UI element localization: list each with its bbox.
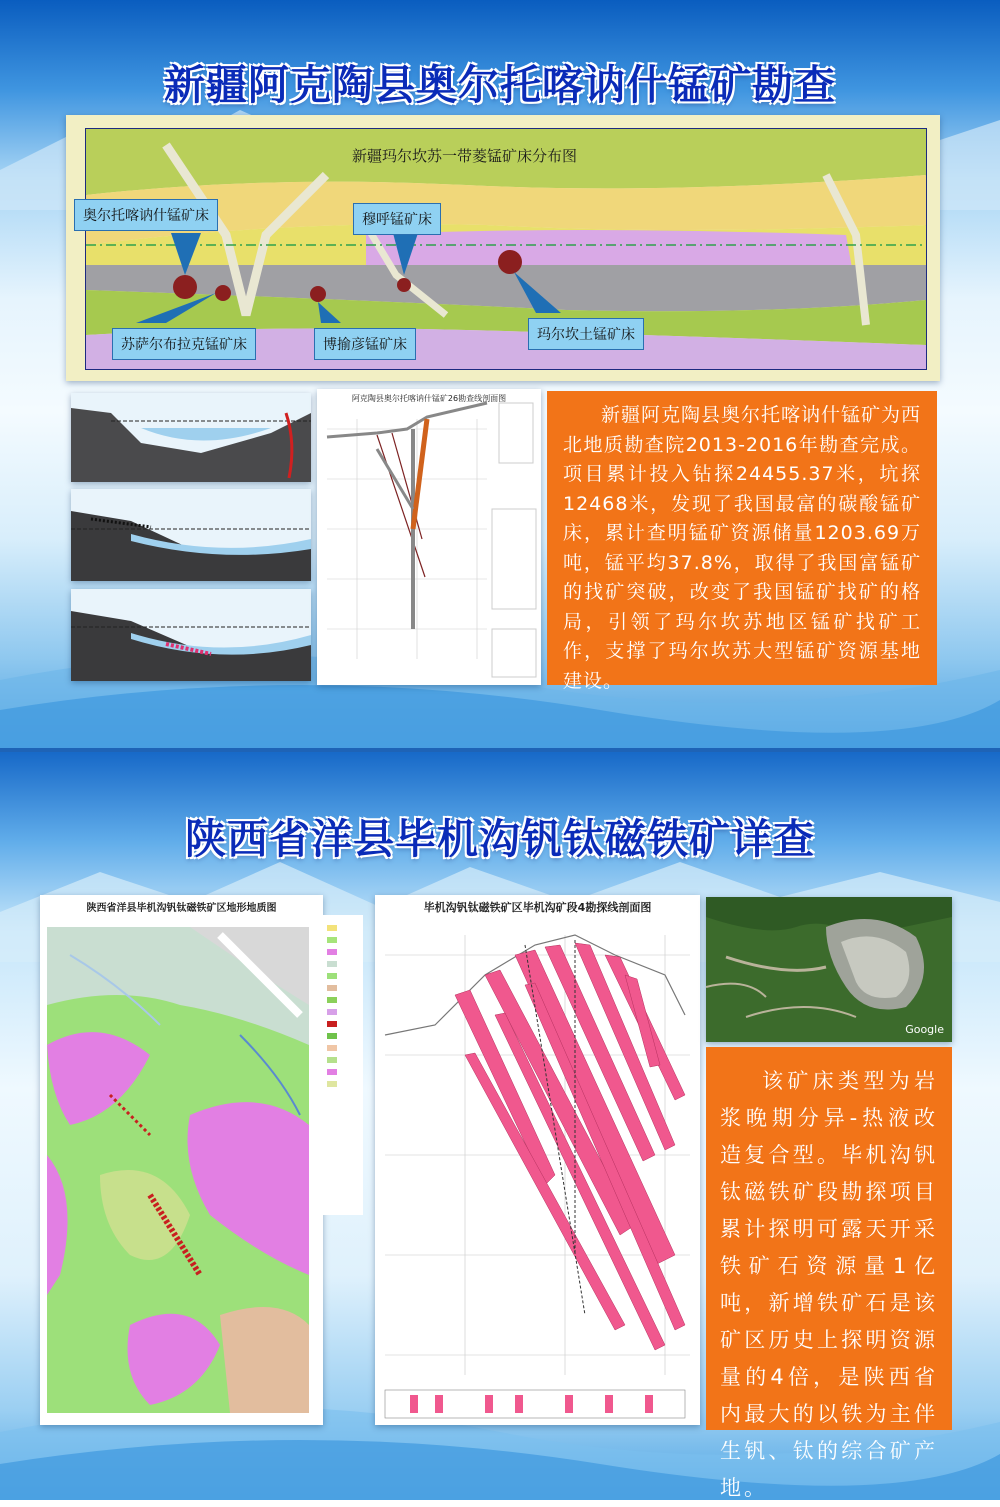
topographic-geological-map (40, 895, 323, 1425)
deposit-label-boyeyan: 博揄彦锰矿床 (314, 328, 416, 360)
section1-title: 新疆阿克陶县奥尔托喀讷什锰矿勘查 (164, 61, 836, 109)
deposit-marker (215, 285, 231, 301)
deposit-label-susaer: 苏萨尔布拉克锰矿床 (112, 328, 256, 360)
deposit-label-aoertuo: 奥尔托喀讷什锰矿床 (74, 199, 218, 231)
sedimentation-diagram-1 (71, 393, 311, 482)
manganese-distribution-map (66, 115, 940, 381)
sedimentation-diagram-3 (71, 589, 311, 681)
iron-description-box (706, 1047, 952, 1500)
distribution-map-title: 新疆玛尔坎苏一带菱锰矿床分布图 (352, 147, 578, 165)
ore-bodies (455, 943, 685, 1350)
deposit-label-muhu: 穆呼锰矿床 (353, 203, 441, 235)
geo-map-title: 陕西省洋县毕机沟钒钛磁铁矿区地形地质图 (86, 903, 277, 914)
deposit-label-maerkantu: 玛尔坎土锰矿床 (528, 318, 644, 350)
deposit-marker (310, 286, 326, 302)
profile-graphic (375, 895, 700, 1425)
sedimentation-diagram-2 (71, 489, 311, 581)
section2-title: 陕西省洋县毕机沟钒钛磁铁矿详查 (185, 815, 815, 863)
satellite-photo (706, 897, 952, 1042)
deposit-marker (498, 250, 522, 274)
satellite-watermark: Google (905, 1023, 944, 1036)
iron-description: 该矿床类型为岩浆晚期分异-热液改造复合型。毕机沟钒钛磁铁矿段勘探项目累计探明可露天开采铁矿石资源量1亿吨，新增铁矿石是该矿区历史上探明资源量的4倍，是陕西省内最大的以铁为主伴生钒、钛的综合矿产地。 (720, 1069, 938, 1500)
section-26-title: 阿克陶县奥尔托喀讷什锰矿26勘查线剖面图 (351, 394, 507, 403)
exploration-section-26 (317, 389, 541, 685)
manganese-description-box (547, 391, 937, 692)
deposit-marker (173, 275, 197, 299)
exploration-profile-4 (375, 895, 700, 1425)
deposit-marker (397, 278, 411, 292)
section-26-graphic (317, 389, 541, 685)
geo-map-legend (323, 915, 363, 1215)
profile-title: 毕机沟钒钛磁铁矿区毕机沟矿段4勘探线剖面图 (423, 901, 652, 914)
manganese-description: 新疆阿克陶县奥尔托喀讷什锰矿为西北地质勘查院2013-2016年勘查完成。项目累计投入钻探24455.37米，坑探12468米，发现了我国最富的碳酸锰矿床，累计查明锰矿资源储量1203.69万吨，锰平均37.8%，取得了我国富锰矿的找矿突破，改变了我国锰矿找矿的格局，引领了玛尔坎苏地区锰矿找矿工作，支撑了玛尔坎苏大型锰矿资源基地建设。 (563, 404, 922, 692)
geo-map-graphic (40, 895, 323, 1425)
